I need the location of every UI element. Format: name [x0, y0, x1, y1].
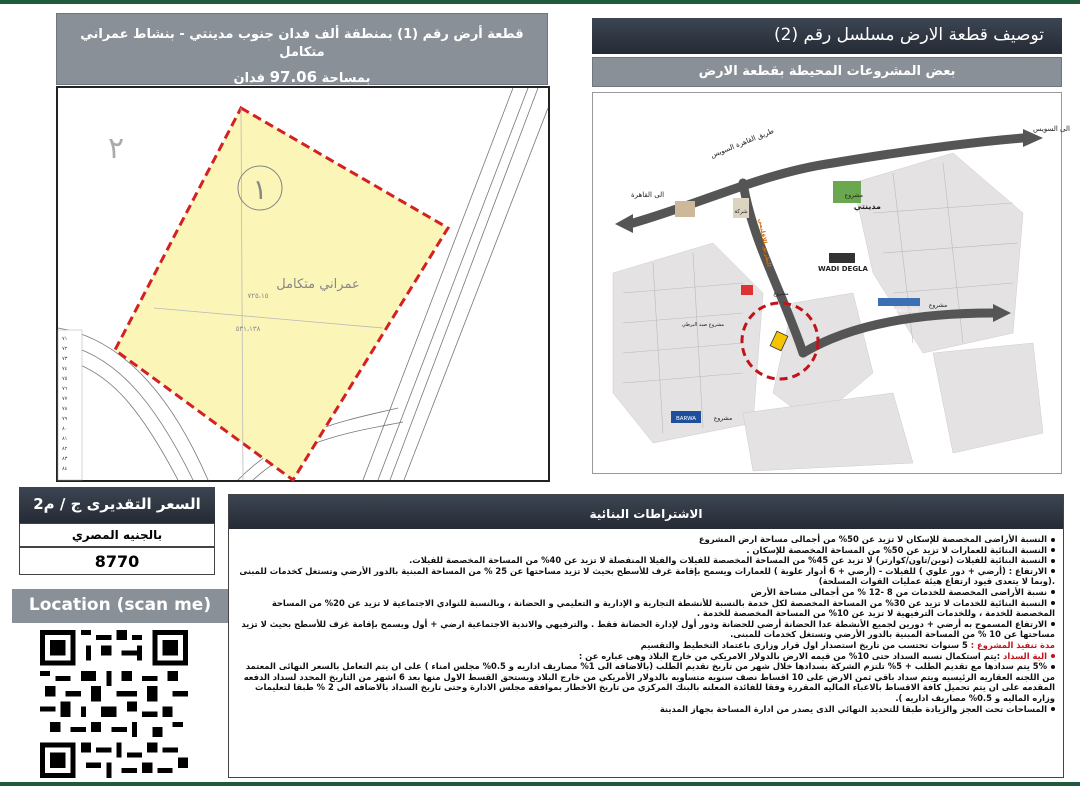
plot-number: ١ — [252, 173, 268, 206]
price-value: 8770 — [19, 547, 215, 575]
plot-plan-drawing — [58, 88, 548, 480]
table-number: ٨٠ — [62, 426, 68, 432]
table-number: ٧٥ — [62, 376, 68, 382]
table-number: ٧١ — [62, 336, 68, 342]
table-number: ٧٣ — [62, 356, 68, 362]
section-subtitle: بعض المشروعات المحيطة بقطعة الارض — [592, 57, 1062, 87]
table-number: ٨١ — [62, 436, 68, 442]
label-madinaty-project: مشروع — [844, 192, 863, 199]
table-number: ٧٤ — [62, 366, 68, 372]
label-to-suez: الى السويس — [1033, 125, 1070, 133]
table-number: ٧٢ — [62, 346, 68, 352]
surroundings-map-drawing — [593, 93, 1070, 473]
condition-item: الارتفاع : (أرضي + دور علوي ) للفيلات - (أرضي + 6 أدوار علوية ) للعمارات ويسمح بإقامة غرف للأسطح بحيث لا تزيد مساحتها عن 25 % من المساحة المبنية بالدور الأرضي وتستغل كخدمات للمبنى .(وبما لا يتعدى قيود ارتفاع هيئة عمليات القوات المسلحة) — [239, 565, 1055, 587]
plot-area: بمساحة 97.06 فدان — [233, 68, 371, 86]
building-conditions — [228, 494, 1064, 778]
table-number: ٧٩ — [62, 416, 68, 422]
label-mostakbal: MOSTAKBAL CITY — [879, 309, 919, 314]
condition-duration: مدة تنفيذ المشروع : 5 سنوات تحتسب من تاريخ استصدار اول قرار وزارى باعتماد التخطيط والتقسيم — [640, 639, 1055, 650]
location-label: Location (scan me) — [12, 589, 228, 623]
conditions-title: الاشتراطات البنائية — [229, 495, 1063, 529]
plot-area-value: 97.06 — [269, 68, 318, 86]
table-number: ٧٧ — [62, 396, 68, 402]
label-project-1: مشروع صبد البرطي — [681, 322, 725, 328]
table-number: ٨٣ — [62, 456, 68, 462]
label-project-2: مشروع — [773, 291, 789, 297]
condition-item: النسبة الأراضى المخصصة للإسكان لا تزيد عن 50% من أجمالى مساحة ارض المشروع — [237, 534, 1055, 545]
condition-item: الارتفاع المسموح به أرضي + دورين لجميع الأنشطة عدا الحضانة أرضي للحضانة ودور أول لإدارة الحضانة فقط . والترفيهي والاندية الاجتماعية ارضي + أول ويسمح بإقامة غرف للأسطح بحيث لا تزيد مساحتها عن 10 % من المساحة المبنية بالدور الأرضي وتستغل كخدمات للمبنى. — [241, 618, 1055, 640]
dimension-1: ٧٢٥،١٥ — [247, 292, 269, 300]
surroundings-map — [592, 92, 1070, 474]
section-title: توصيف قطعة الارض مسلسل رقم (2) — [592, 18, 1062, 54]
plot-title: قطعة أرض رقم (1) بمنطقة ألف فدان جنوب مدينتي - بنشاط عمراني متكامل — [80, 27, 524, 60]
price-currency: بالجنيه المصري — [19, 523, 215, 547]
label-to-cairo: الى القاهرة — [631, 191, 665, 199]
neighbor-plot-number: ٢ — [107, 131, 125, 166]
activity-label: عمراني متكامل — [276, 277, 360, 292]
table-number: ٧٨ — [62, 406, 68, 412]
condition-item: نسبة الأراضى المخصصة للخدمات من 8 -12 % من أجمالى مساحة الأرض — [237, 587, 1055, 598]
condition-payment: الية السداد :يتم استكمال نسبه السداد حتى 10% من قيمه الارض بالدولار الامريكي من خارج البلاد وهى عباره عن : — [237, 651, 1055, 662]
condition-item: النسبة البنائية للعمارات لا تزيد عن 50% من المساحة المخصصة للإسكان . — [237, 545, 1055, 556]
plot-title-box — [56, 13, 548, 85]
dimension-2: ٥٣١،١٣٨ — [235, 325, 261, 333]
conditions-list — [229, 529, 1063, 714]
label-regional-road: الطريق الاقليمي — [756, 217, 773, 268]
label-wadi-degla: WADI DEGLA — [818, 265, 868, 273]
table-number: ٨٢ — [62, 446, 68, 452]
plot-plan — [56, 86, 550, 482]
condition-payment-detail: 5% يتم سدادها مع تقديم الطلب + 5% تلتزم الشركة بسدادها خلال شهر من تاريخ تقديم الطلب (بالاضافه الى 1% مصاريف اداريه و 0.5% مجلس امناء ) على ان يتم التعامل بالسعر النهائى المعتمد من اللجنه العقاريه الرئيسيه ويتم سداد باقي ثمن الارض على 10 اقساط نصف سنويه متساويه بالدولار الأمريكي من خارج البلاد ويستحق القسط الاول منها بعد 6 اشهر من التاريخ المحدد لسداد الدفعه المقدمه على ان يتم تحميل كافة الاقساط بالاعباء الماليه المقررة وفقا للفائدة المعلنه بالبنك المركزي من تاريخ الاخطار بموافقه مجلس الادارة وحتى تاريخ السداد بالاضافه الى 2 % طبقا لتعليمات وزاره الماليه و 0.5% مصاريف اداريه ). — [243, 661, 1055, 703]
label-madinaty: مدينتي — [853, 202, 881, 211]
table-number: ٧٦ — [62, 386, 68, 392]
table-number: ٨٤ — [62, 466, 68, 472]
label-mostakbal-project: مشروع — [928, 302, 948, 309]
price-header: السعر التقديرى ج / م2 — [19, 487, 215, 523]
top-border — [0, 0, 1080, 4]
label-cairo-suez-road: طريق القاهرة السويس — [709, 126, 776, 160]
label-company: شركة — [734, 209, 748, 215]
condition-final-note: المساحات تحت العجز والزيادة طبقا للتحديد النهائي الذى يصدر من ادارة المساحة بجهاز المدينة — [237, 704, 1055, 715]
bottom-border — [0, 782, 1080, 786]
label-barwa-project: مشروع — [713, 415, 733, 422]
qr-code-graphic[interactable] — [40, 630, 188, 778]
label-barwa: BARWA — [675, 416, 697, 422]
condition-item: النسبة البنائية للفيلات (توين/تاون/كوارتر) لا تزيد عن 45% من المساحة المخصصة للفيلات والفيلا المنفصلة لا تزيد عن 40% من المساحة المخصصة للفيلات. — [237, 555, 1055, 566]
location-qr-code[interactable] — [40, 630, 188, 778]
condition-item: النسبة البنائية للخدمات لا تزيد عن 30% من المساحة المخصصة لكل خدمة بالنسبة للأنشطة التجارية و الإدارية و التعليمي و الحضانة ، وبالنسبة للنوادي الاجتماعية لا تزيد عن 20% من المساحة المخصصة للخدمة ، وللخدمات الترفيهية لا تزيد عن 10% من المساحة المخصصة للخدمة . — [271, 597, 1055, 619]
